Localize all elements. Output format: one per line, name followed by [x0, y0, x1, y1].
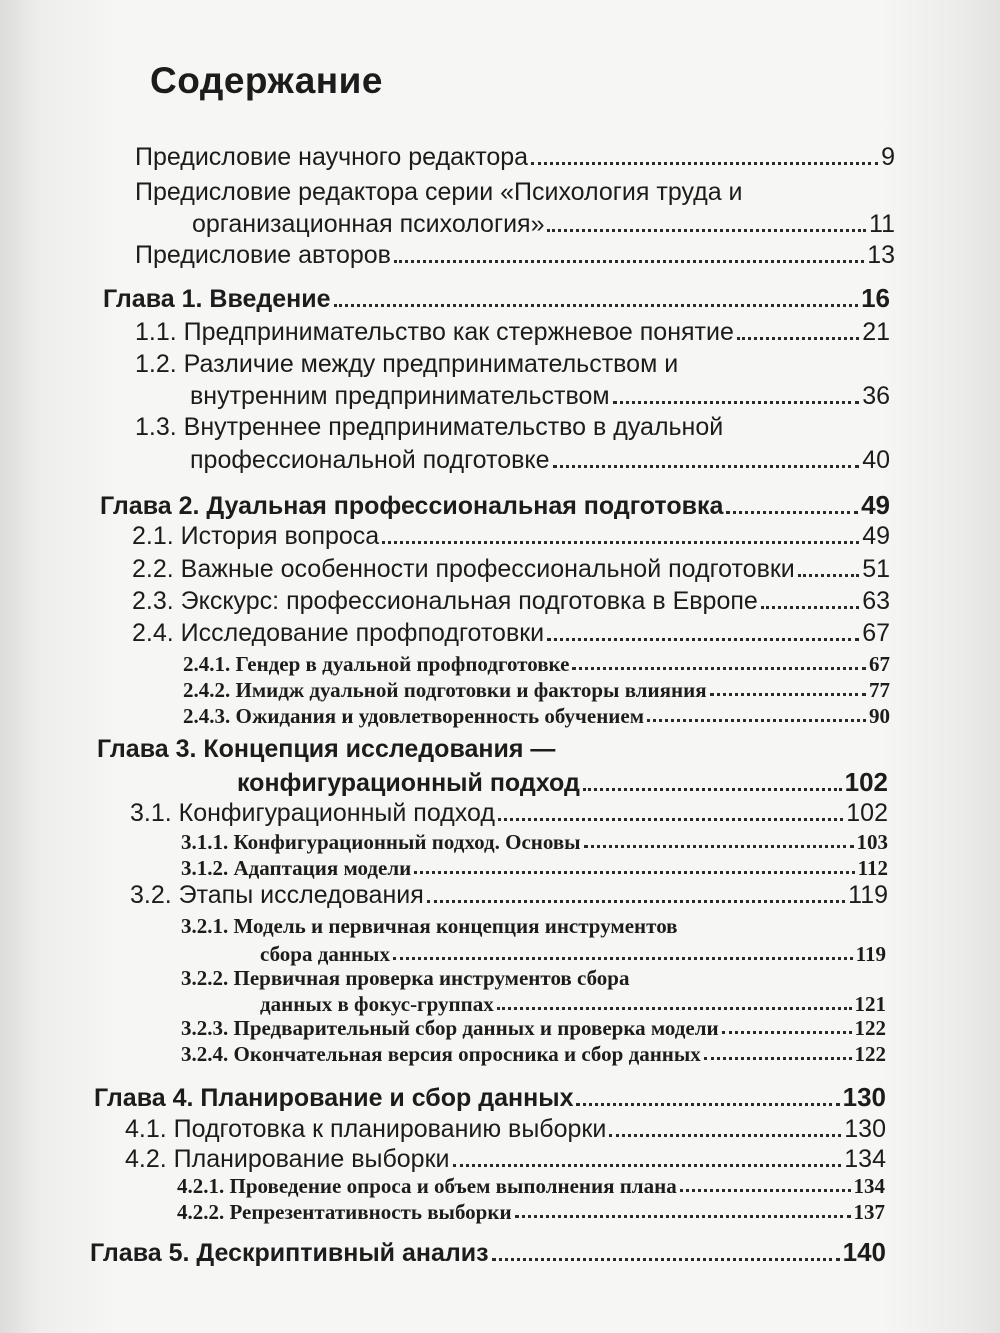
toc-subsection-title: 4.2.2. Репрезентативность выборки: [177, 1200, 512, 1224]
toc-section-title: 2.2. Важные особенности профессиональной подготовки: [132, 555, 795, 583]
toc-subsection-title-line: 3.2.1. Модель и первичная концепция инструментов: [181, 914, 678, 938]
dot-leader: [427, 900, 845, 903]
toc-chapter-title: Глава 2. Дуальная профессиональная подготовка: [100, 492, 724, 520]
toc-section-title: 2.4. Исследование профподготовки: [132, 619, 545, 647]
toc-section-page: 130: [844, 1115, 886, 1143]
dot-leader: [553, 465, 860, 468]
toc-section[interactable]: [125, 1145, 886, 1174]
dot-leader: [547, 638, 859, 641]
toc-subsection-page: 103: [856, 830, 888, 854]
toc-section-title-line: 1.2. Различие между предпринимательством и: [135, 350, 679, 378]
toc-subsection-title: 3.1.1. Конфигурационный подход. Основы: [181, 830, 581, 854]
toc-subsection-title: 2.4.2. Имидж дуальной подготовки и факторы влияния: [183, 678, 707, 702]
dot-leader: [798, 574, 859, 577]
toc-section-page: 36: [862, 382, 890, 410]
toc-section[interactable]: [132, 587, 890, 616]
toc-section[interactable]: [190, 446, 890, 475]
toc-entry[interactable]: [135, 241, 895, 270]
toc-subsection-title: 2.4.3. Ожидания и удовлетворенность обучением: [183, 704, 645, 728]
toc-chapter-title: конфигурационный подход: [237, 769, 580, 797]
dot-leader: [710, 693, 866, 696]
toc-chapter[interactable]: [237, 767, 888, 798]
toc-chapter[interactable]: [100, 490, 890, 521]
dot-leader: [497, 1007, 852, 1010]
toc-chapter-title: Глава 4. Планирование и сбор данных: [94, 1084, 574, 1112]
toc-section-title: 2.1. История вопроса: [132, 522, 380, 550]
toc-section[interactable]: [125, 1115, 886, 1144]
toc-chapter[interactable]: [94, 1082, 886, 1113]
page-title: Содержание: [150, 60, 383, 101]
toc-subsection-page: 122: [854, 1042, 886, 1066]
toc-chapter-page: 140: [842, 1237, 886, 1267]
dot-leader: [609, 1134, 841, 1137]
toc-section-title: 3.1. Конфигурационный подход: [130, 799, 495, 827]
dot-leader: [334, 304, 859, 307]
toc-section-page: 119: [848, 881, 888, 909]
toc-chapter-title: Глава 5. Дескриптивный анализ: [90, 1239, 489, 1267]
toc-chapter-title: Глава 1. Введение: [103, 285, 331, 313]
dot-leader: [515, 1215, 851, 1218]
toc-section-title: 2.3. Экскурс: профессиональная подготовка в Европе: [132, 587, 758, 615]
dot-leader: [737, 337, 859, 340]
toc-subsection-page: 121: [854, 992, 886, 1016]
toc-subsection-title-line: 3.2.2. Первичная проверка инструментов сбора: [181, 966, 630, 990]
toc-subsection-page: 112: [857, 856, 888, 880]
toc-section[interactable]: [130, 799, 888, 828]
toc-section[interactable]: [130, 881, 888, 910]
toc-section-page: 63: [862, 587, 890, 615]
toc-entry-title: Предисловие научного редактора: [135, 143, 529, 171]
dot-leader: [576, 1103, 839, 1106]
toc-section[interactable]: [135, 318, 890, 347]
toc-subsection-page: 77: [869, 678, 890, 702]
toc-section[interactable]: [190, 382, 890, 411]
toc-entry-title: организационная психология»: [192, 210, 545, 238]
toc-subsection-title: 3.2.4. Окончательная версия опросника и сбор данных: [181, 1042, 701, 1066]
toc-section-title-line: 1.3. Внутреннее предпринимательство в дуальной: [135, 413, 724, 441]
toc-subsection-title: 3.2.3. Предварительный сбор данных и проверка модели: [181, 1016, 719, 1040]
dot-leader: [531, 162, 878, 165]
dot-leader: [414, 871, 854, 874]
toc-subsection[interactable]: [183, 678, 890, 703]
toc-section[interactable]: [132, 522, 890, 551]
toc-entry[interactable]: [192, 210, 895, 239]
toc-subsection[interactable]: [177, 1174, 885, 1199]
toc-subsection[interactable]: [183, 652, 890, 677]
toc-entry-page: 9: [881, 143, 895, 171]
toc-section-title: 4.2. Планирование выборки: [125, 1145, 450, 1173]
toc-subsection-title: данных в фокус-группах: [260, 992, 494, 1016]
dot-leader: [547, 229, 866, 232]
toc-chapter-page: 102: [844, 767, 888, 797]
toc-section-page: 134: [844, 1145, 886, 1173]
toc-section-title: внутренним предпринимательством: [190, 382, 610, 410]
toc-subsection-page: 67: [869, 652, 890, 676]
toc-subsection[interactable]: [181, 830, 888, 855]
toc-subsection-page: 137: [853, 1200, 885, 1224]
dot-leader: [704, 1057, 852, 1060]
toc-subsection-page: 122: [854, 1016, 886, 1040]
toc-section-title: профессиональной подготовке: [190, 446, 550, 474]
toc-subsection[interactable]: [177, 1200, 885, 1225]
dot-leader: [761, 606, 859, 609]
toc-section-page: 67: [862, 619, 890, 647]
dot-leader: [393, 957, 853, 960]
toc-subsection-title: сбора данных: [260, 942, 390, 966]
dot-leader: [680, 1189, 851, 1192]
toc-entry-page: 13: [867, 241, 895, 269]
dot-leader: [722, 1031, 852, 1034]
toc-chapter-page: 130: [842, 1082, 886, 1112]
dot-leader: [613, 401, 860, 404]
toc-entry[interactable]: [135, 143, 895, 172]
toc-entry-title-line: Предисловие редактора серии «Психология труда и: [135, 178, 743, 206]
toc-section-page: 49: [862, 522, 890, 550]
toc-entry-page: 11: [869, 210, 895, 238]
toc-subsection[interactable]: [181, 856, 888, 881]
toc-subsection-title: 2.4.1. Гендер в дуальной профподготовке: [183, 652, 570, 676]
dot-leader: [726, 511, 858, 514]
toc-subsection[interactable]: [181, 1042, 886, 1067]
dot-leader: [453, 1164, 842, 1167]
dot-leader: [498, 818, 843, 821]
toc-section-page: 51: [862, 555, 890, 583]
toc-section-page: 21: [862, 318, 890, 346]
dot-leader: [584, 845, 854, 848]
toc-subsection[interactable]: [260, 942, 886, 967]
toc-section-page: 102: [846, 799, 888, 827]
toc-chapter[interactable]: [90, 1237, 886, 1268]
dot-leader: [583, 788, 842, 791]
toc-subsection-page: 134: [853, 1174, 885, 1198]
toc-section[interactable]: [132, 555, 890, 584]
toc-subsection-page: 90: [869, 704, 890, 728]
toc-subsection[interactable]: [181, 1016, 886, 1041]
toc-chapter-page: 16: [861, 283, 890, 313]
dot-leader: [647, 719, 866, 722]
toc-chapter[interactable]: [103, 283, 890, 314]
toc-chapter-page: 49: [861, 490, 890, 520]
toc-subsection[interactable]: [260, 992, 886, 1017]
toc-section-title: 1.1. Предпринимательство как стержневое понятие: [135, 318, 734, 346]
toc-chapter-title-line: Глава 3. Концепция исследования —: [97, 735, 556, 763]
toc-entry-title: Предисловие авторов: [135, 241, 391, 269]
dot-leader: [492, 1258, 840, 1261]
toc-subsection-page: 119: [855, 942, 886, 966]
toc-section[interactable]: [132, 619, 890, 648]
toc-section-title: 4.1. Подготовка к планированию выборки: [125, 1115, 607, 1143]
dot-leader: [572, 667, 866, 670]
dot-leader: [382, 541, 859, 544]
toc-subsection[interactable]: [183, 704, 890, 729]
toc-section-title: 3.2. Этапы исследования: [130, 881, 424, 909]
toc-subsection-title: 4.2.1. Проведение опроса и объем выполнения плана: [177, 1174, 677, 1198]
toc-section-page: 40: [862, 446, 890, 474]
toc-subsection-title: 3.1.2. Адаптация модели: [181, 856, 412, 880]
dot-leader: [394, 260, 864, 263]
